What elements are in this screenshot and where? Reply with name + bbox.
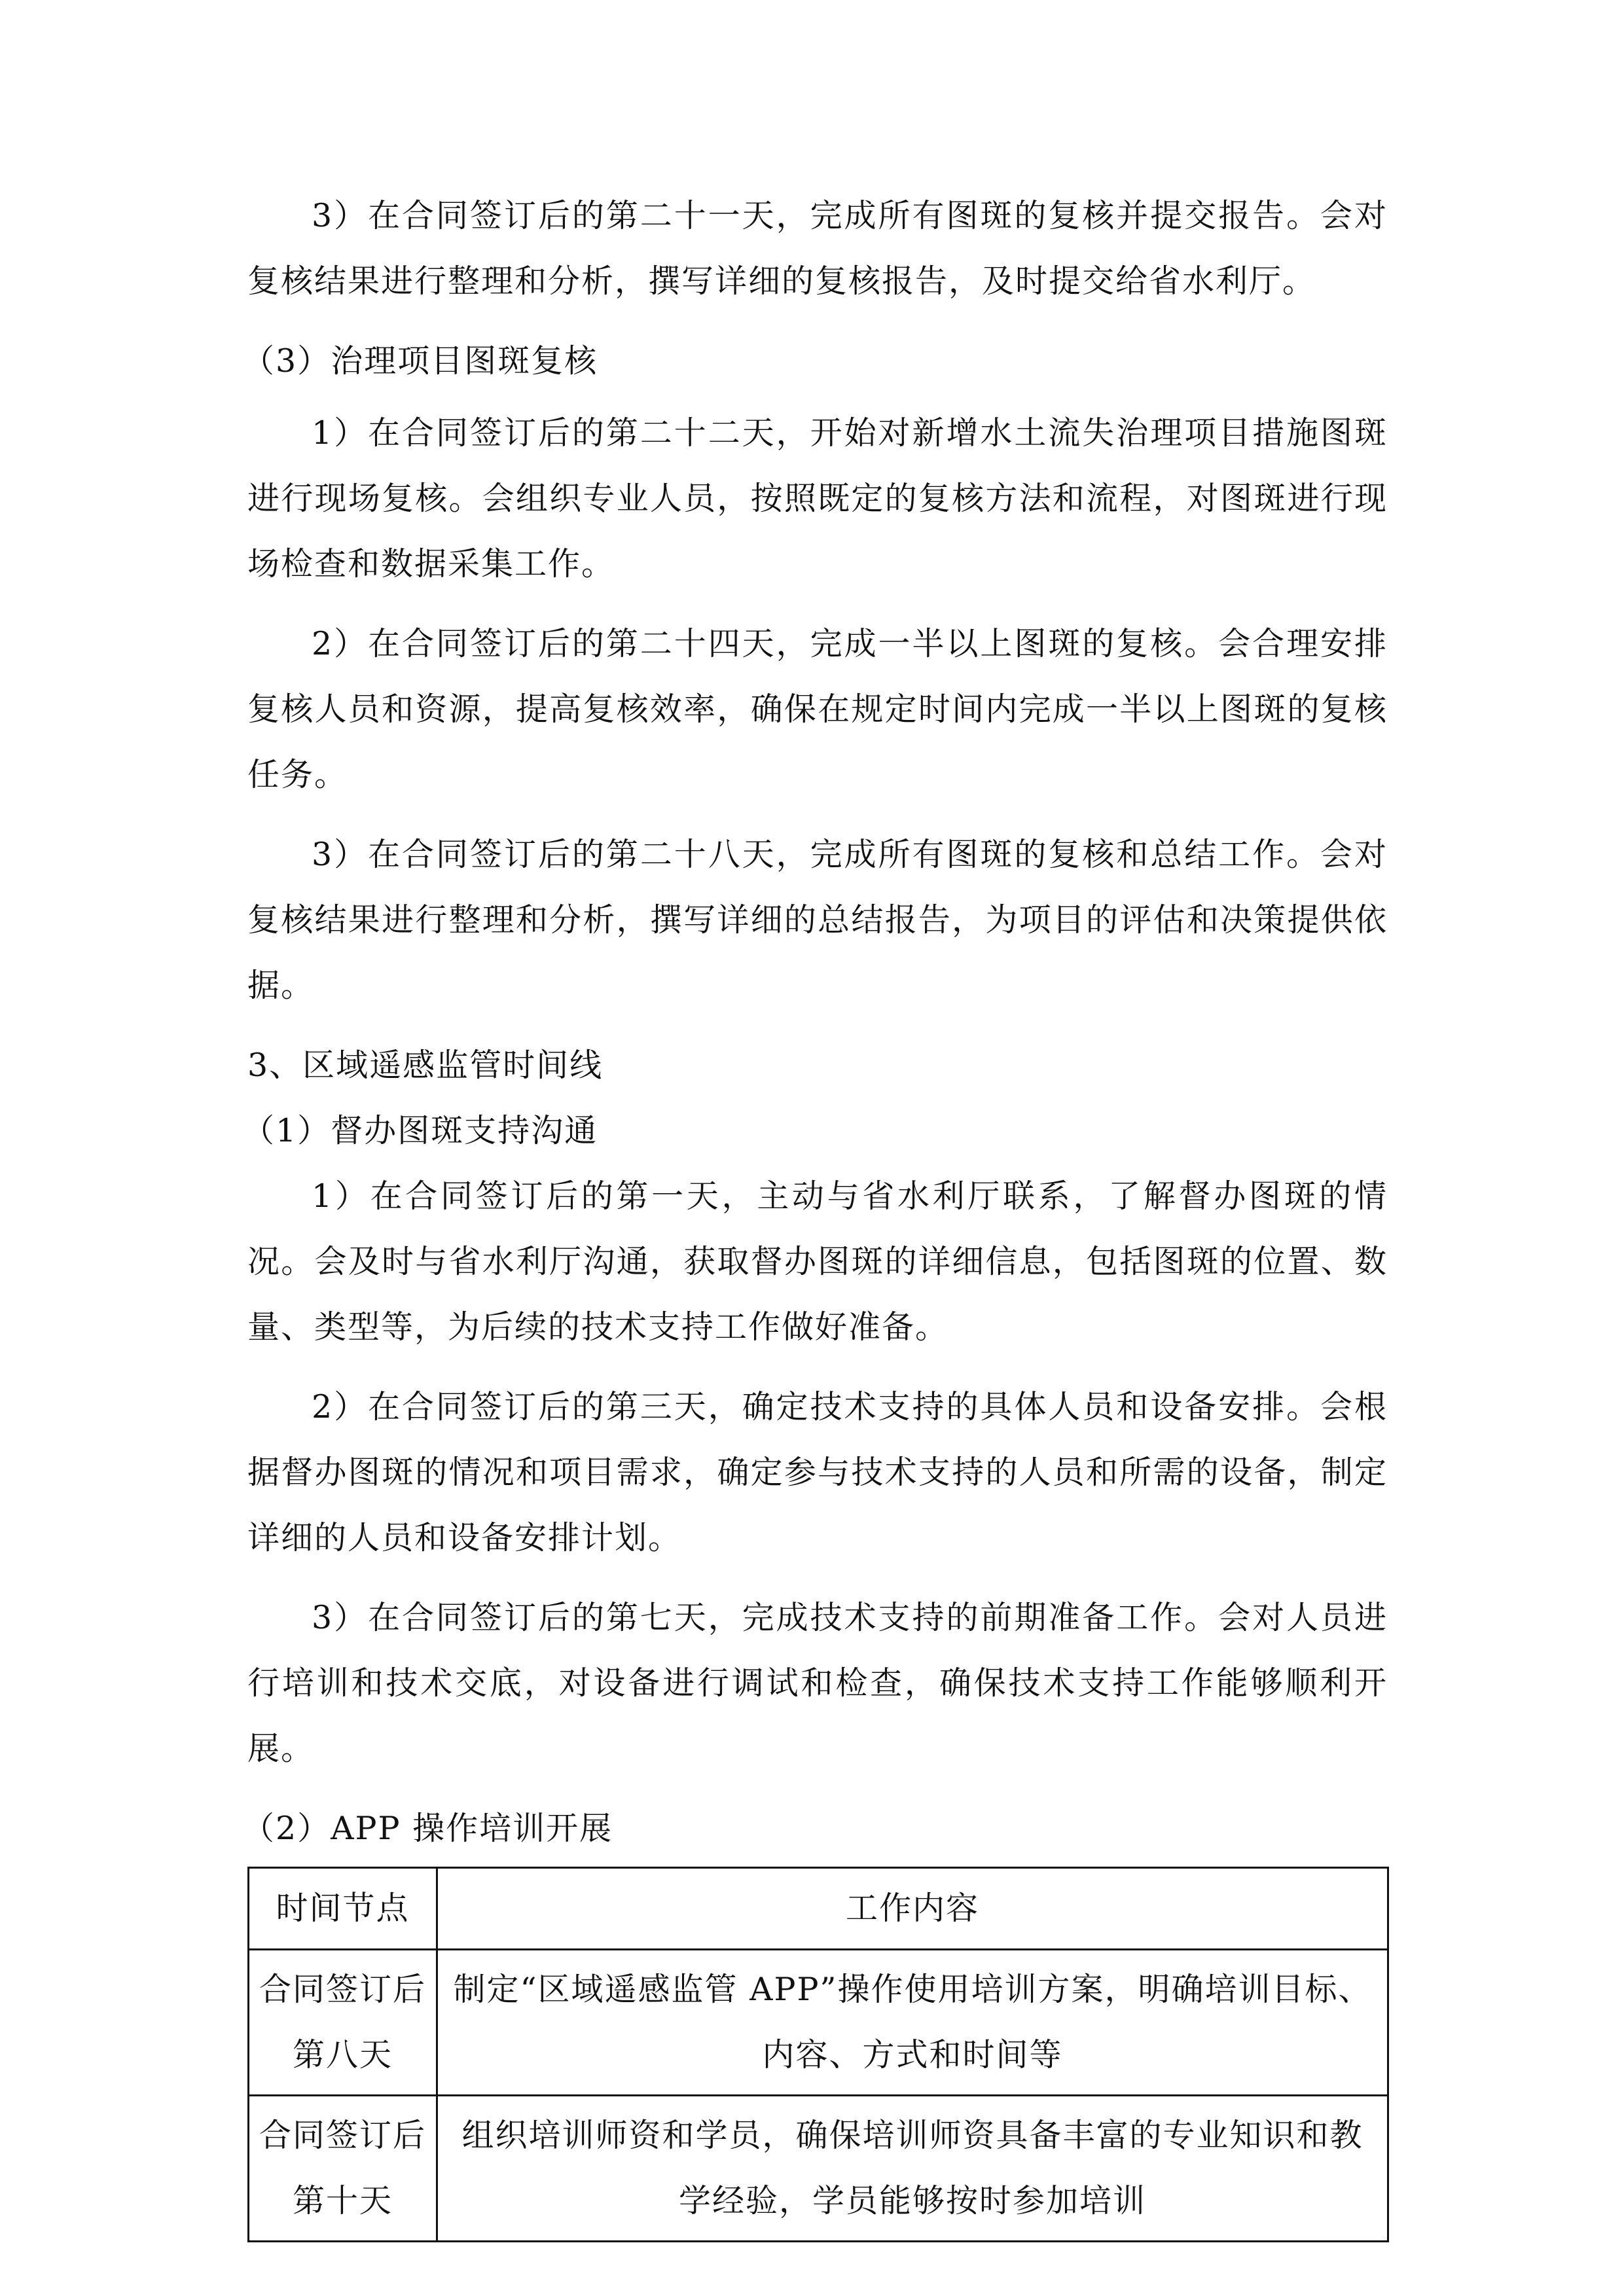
- header-work-content: 工作内容: [437, 1868, 1388, 1950]
- table-header-row: [249, 1868, 1388, 1950]
- training-schedule-table: [247, 1867, 1389, 2242]
- heading-supervision-support: （1）督办图斑支持沟通: [242, 1112, 598, 1149]
- paragraph-governance-step-2: 2）在合同签订后的第二十四天，完成一半以上图斑的复核。会合理安排复核人员和资源，提高复核效率，确保在规定时间内完成一半以上图斑的复核任务。: [247, 625, 1388, 793]
- paragraph-governance-step-3: 3）在合同签订后的第二十八天，完成所有图斑的复核和总结工作。会对复核结果进行整理和分析，撰写详细的总结报告，为项目的评估和决策提供依据。: [247, 836, 1388, 1004]
- paragraph-supervision-step-1: 1）在合同签订后的第一天，主动与省水利厅联系，了解督办图斑的情况。会及时与省水利厅沟通，获取督办图斑的详细信息，包括图斑的位置、数量、类型等，为后续的技术支持工作做好准备。: [247, 1177, 1388, 1346]
- paragraph-review-step-3: 3）在合同签订后的第二十一天，完成所有图斑的复核并提交报告。会对复核结果进行整理和分析，撰写详细的复核报告，及时提交给省水利厅。: [247, 197, 1388, 300]
- heading-app-training: （2）APP 操作培训开展: [242, 1810, 613, 1847]
- paragraph-supervision-step-3: 3）在合同签订后的第七天，完成技术支持的前期准备工作。会对人员进行培训和技术交底，对设备进行调试和检查，确保技术支持工作能够顺利开展。: [247, 1599, 1388, 1767]
- paragraph-governance-step-1: 1）在合同签订后的第二十二天，开始对新增水土流失治理项目措施图斑进行现场复核。会组织专业人员，按照既定的复核方法和流程，对图斑进行现场检查和数据采集工作。: [247, 414, 1388, 583]
- heading-regional-timeline: 3、区域遥感监管时间线: [247, 1047, 604, 1084]
- table-row: [249, 1950, 1388, 2096]
- table-row: [249, 2096, 1388, 2242]
- page-content: [242, 183, 1388, 2242]
- heading-governance-review: （3）治理项目图斑复核: [242, 342, 598, 380]
- row-2-content: 组织培训师资和学员，确保培训师资具备丰富的专业知识和教学经验，学员能够按时参加培训: [437, 2096, 1388, 2242]
- paragraph-supervision-step-2: 2）在合同签订后的第三天，确定技术支持的具体人员和设备安排。会根据督办图斑的情况和项目需求，确定参与技术支持的人员和所需的设备，制定详细的人员和设备安排计划。: [247, 1388, 1388, 1556]
- row-2-time: 合同签订后第十天: [249, 2096, 437, 2242]
- row-1-time: 合同签订后第八天: [249, 1950, 437, 2096]
- row-1-content: 制定“区域遥感监管 APP”操作使用培训方案，明确培训目标、内容、方式和时间等: [437, 1950, 1388, 2096]
- header-time-node: 时间节点: [249, 1868, 437, 1950]
